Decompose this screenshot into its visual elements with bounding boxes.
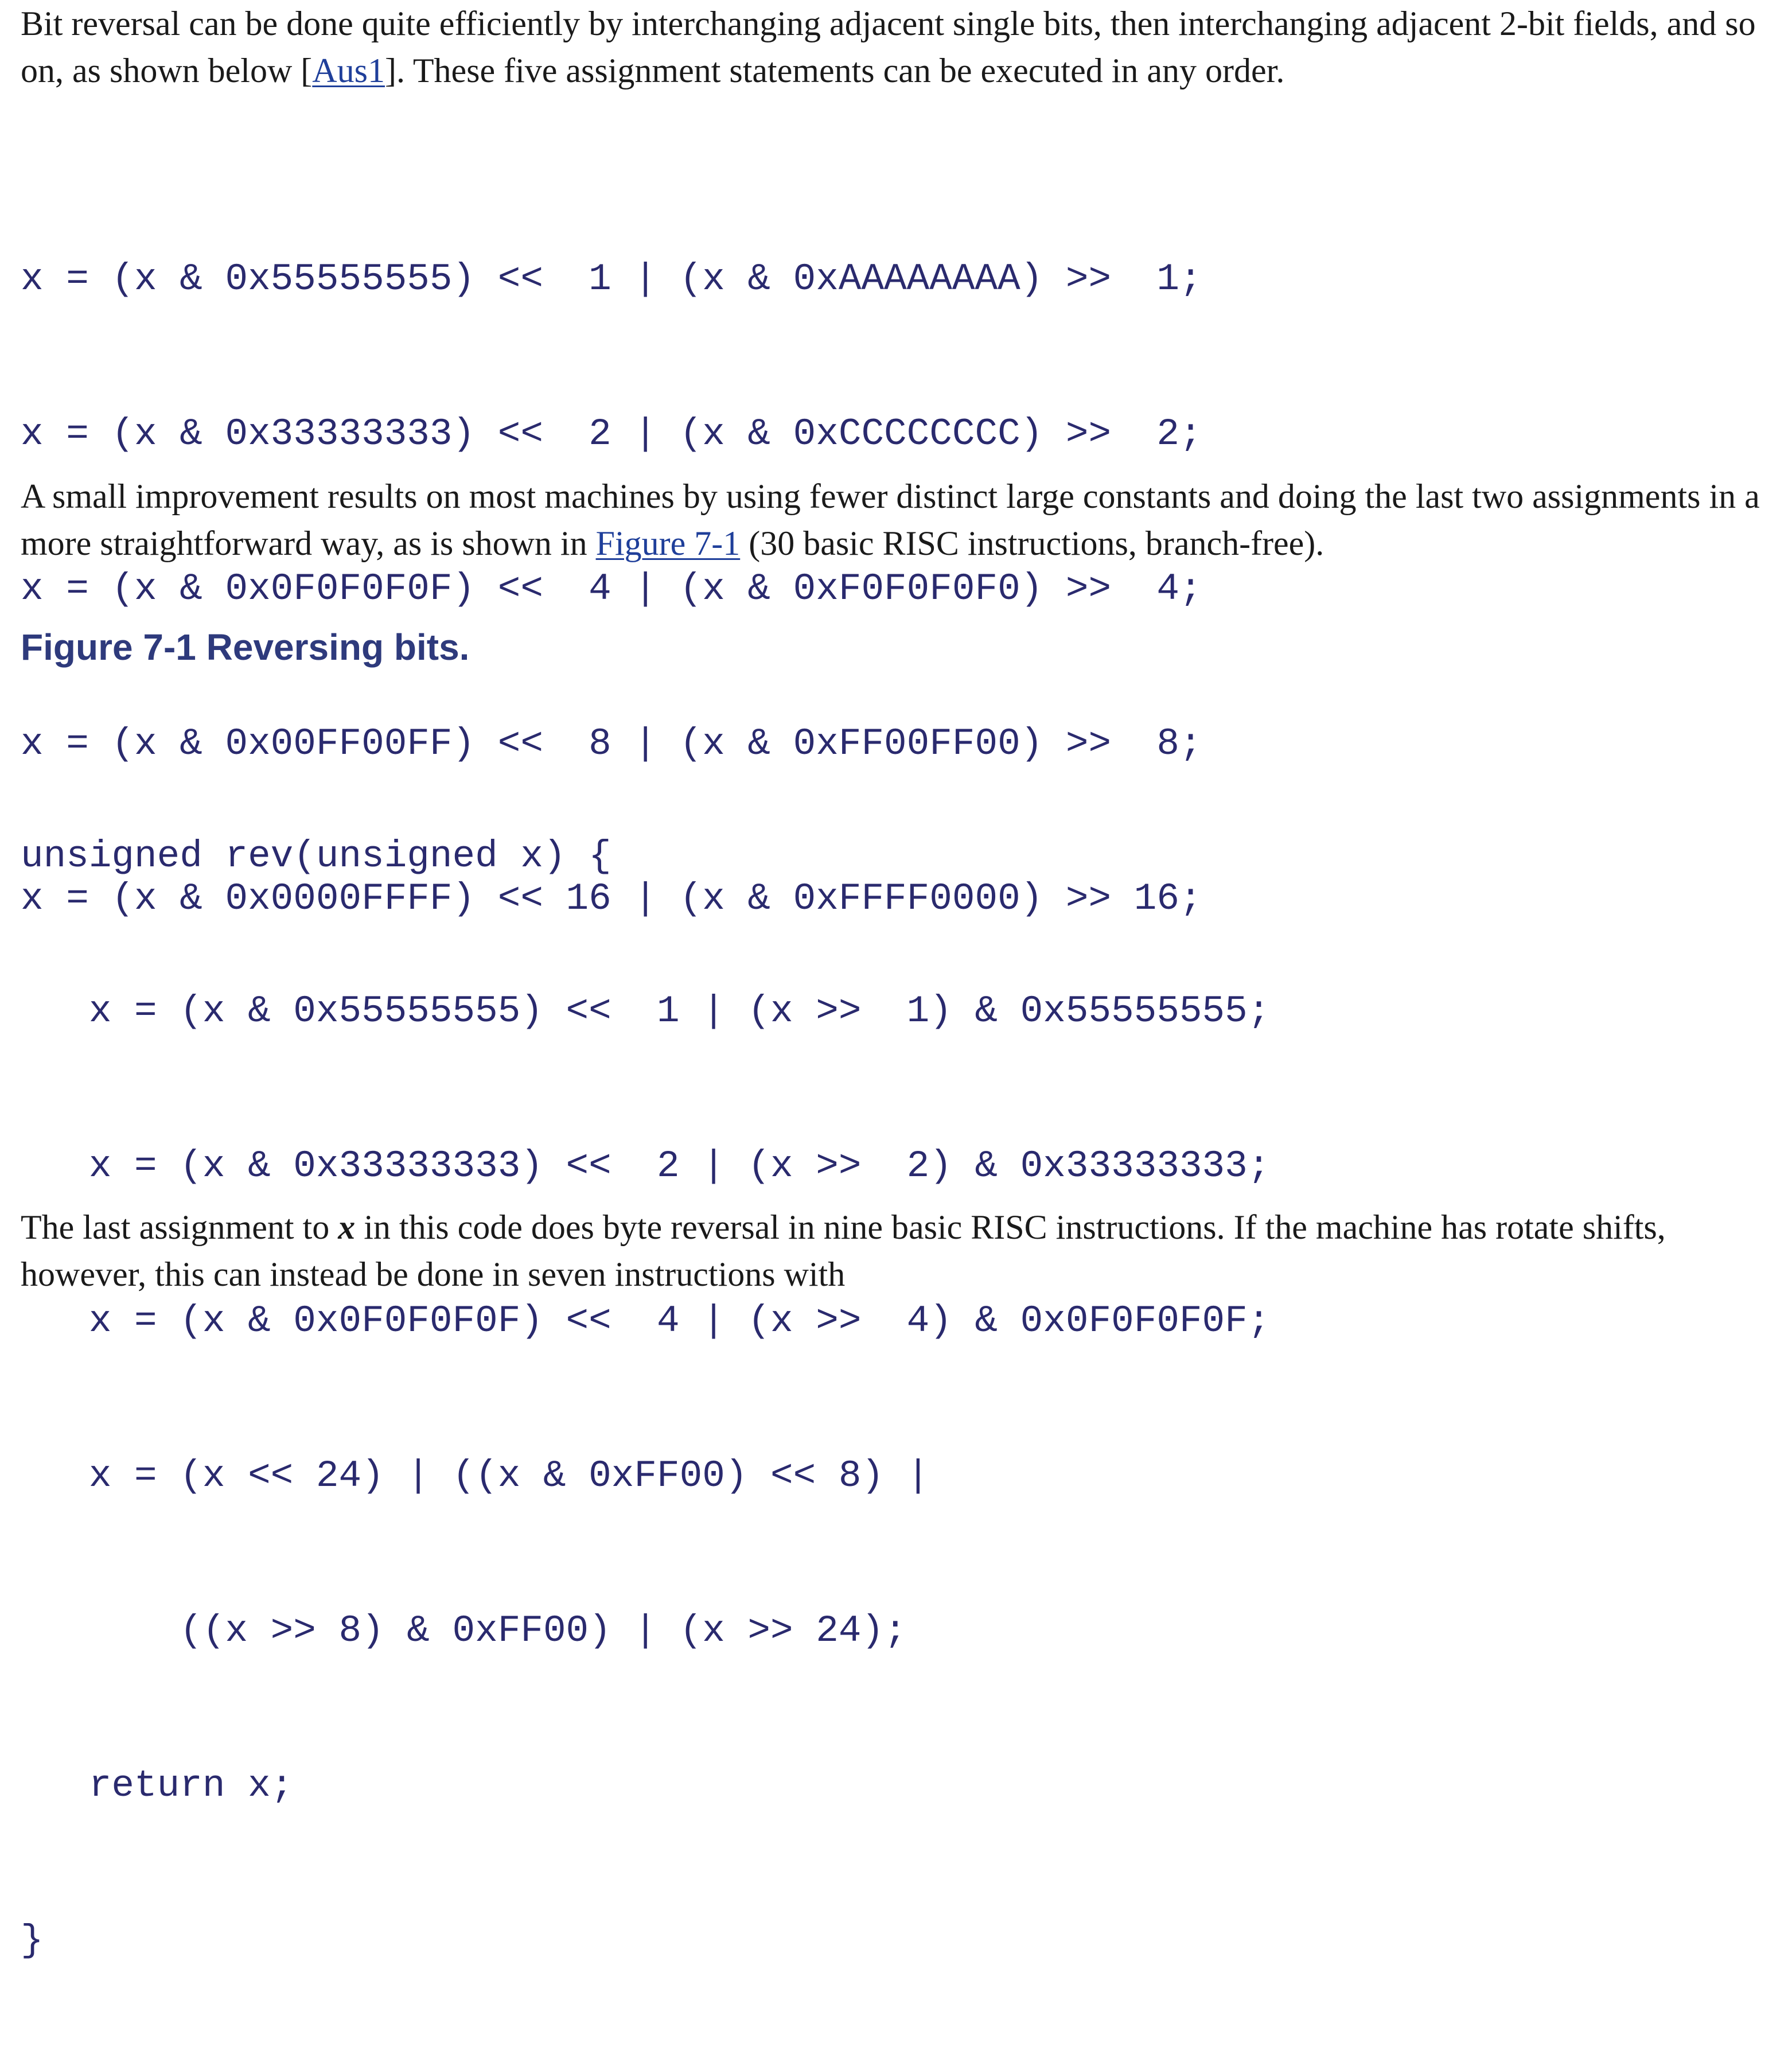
code-line: unsigned rev(unsigned x) { — [21, 835, 611, 878]
improvement-text-2: (30 basic RISC instructions, branch-free). — [740, 524, 1324, 562]
code-line: x = (x & 0x55555555) << 1 | (x >> 1) & 0x55555555; — [21, 990, 1271, 1033]
code-line: x = (x << 24) | ((x & 0xFF00) << 8) | — [21, 1454, 930, 1497]
improvement-paragraph — [21, 473, 1776, 567]
variable-x: x — [338, 1208, 356, 1246]
code-line: return x; — [21, 1764, 294, 1807]
code-line: x = (x & 0x00FF00FF) << 8 | (x & 0xFF00FF00) >> 8; — [21, 722, 1202, 765]
code-line: x = (x & 0x33333333) << 2 | (x >> 2) & 0x33333333; — [21, 1145, 1271, 1188]
improvement-text-1: A small improvement results on most machines by using fewer distinct large constants and doing the last two assignments in a more straightforward way, as is shown in — [21, 477, 1760, 562]
intro-paragraph — [21, 0, 1776, 94]
intro-text-2: ]. These five assignment statements can be executed in any order. — [384, 52, 1285, 90]
intro-text-1: Bit reversal can be done quite efficiently by interchanging adjacent single bits, then interchanging adjacent 2-bit fields, and so on, as shown below [ — [21, 5, 1756, 90]
closing-text-1: The last assignment to — [21, 1208, 338, 1246]
closing-paragraph — [21, 1204, 1776, 1298]
figure-7-1-link[interactable]: Figure 7-1 — [595, 524, 741, 562]
closing-text-2: in this code does byte reversal in nine basic RISC instructions. If the machine has rotate shifts, however, this can instead be done in seven instructions with — [21, 1208, 1666, 1293]
code-block-rev-function — [21, 727, 1270, 2070]
citation-link-aus1[interactable]: Aus1 — [312, 52, 385, 90]
code-line: } — [21, 1919, 44, 1962]
code-line: x = (x & 0x55555555) << 1 | (x & 0xAAAAAAAA) >> 1; — [21, 258, 1202, 301]
figure-caption: Figure 7-1 Reversing bits. — [21, 627, 470, 668]
code-line: ((x >> 8) & 0xFF00) | (x >> 24); — [21, 1609, 907, 1652]
code-line: x = (x & 0x0F0F0F0F) << 4 | (x & 0xF0F0F0F0) >> 4; — [21, 567, 1202, 610]
code-line: x = (x & 0x33333333) << 2 | (x & 0xCCCCCCCC) >> 2; — [21, 413, 1202, 456]
code-line: x = (x & 0x0000FFFF) << 16 | (x & 0xFFFF0000) >> 16; — [21, 877, 1202, 920]
code-line: x = (x & 0x0F0F0F0F) << 4 | (x >> 4) & 0x0F0F0F0F; — [21, 1299, 1271, 1343]
